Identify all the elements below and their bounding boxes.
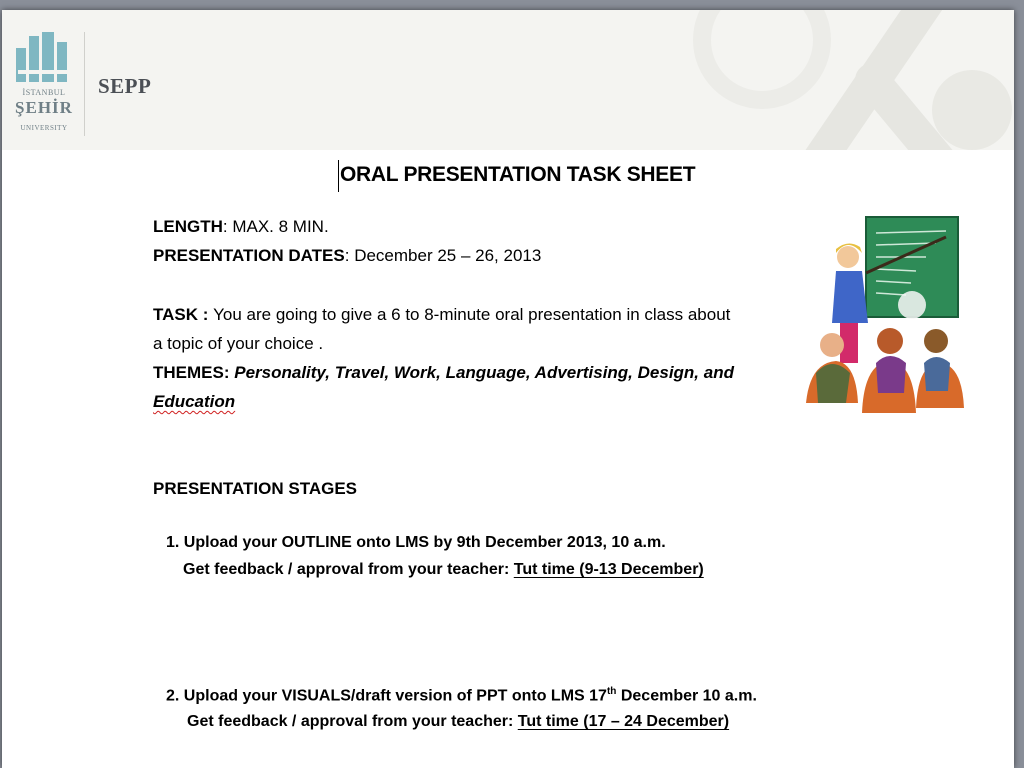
task-text-1: You are going to give a 6 to 8-minute oral presentation in class about — [213, 305, 731, 324]
stage-1-line-1: 1. Upload your OUTLINE onto LMS by 9th December 2013, 10 a.m. — [166, 534, 666, 551]
stage-2-line-2 — [187, 713, 729, 731]
logo-name-text: ŞEHİR — [15, 98, 73, 117]
watermark-graphic — [642, 10, 1014, 150]
themes-text-2: Education — [153, 392, 236, 411]
logo-building-icon — [12, 30, 76, 86]
teacher-body — [832, 271, 868, 323]
task-text-2: a topic of your choice . — [153, 334, 324, 353]
program-name: SEPP — [98, 74, 152, 98]
stage-1-line-2 — [183, 561, 704, 579]
stage-1-tut-time: Tut time (9-13 December) — [513, 561, 704, 578]
document-title: ORAL PRESENTATION TASK SHEET — [340, 163, 696, 186]
dates-line — [153, 246, 541, 266]
document-page — [2, 10, 1014, 768]
university-logo — [12, 30, 76, 150]
header-divider — [84, 32, 85, 136]
stage-1-feedback-text: Get feedback / approval from your teacher: — [183, 561, 514, 578]
stage-2-line-1 — [166, 686, 757, 705]
stages-heading: PRESENTATION STAGES — [153, 479, 358, 498]
length-label: LENGTH — [153, 217, 223, 236]
stage-2-deadline-text: December 10 a.m. — [616, 687, 757, 705]
task-line-1 — [153, 305, 730, 325]
themes-line-2 — [153, 392, 235, 412]
classroom-clipart — [806, 213, 966, 423]
text-cursor — [338, 160, 339, 192]
themes-text-1: Personality, Travel, Work, Language, Advertising, Design, and — [234, 363, 734, 382]
dates-label: PRESENTATION DATES — [153, 246, 345, 265]
teacher-head — [837, 246, 859, 268]
themes-line-1 — [153, 363, 734, 383]
stage-2-feedback-text: Get feedback / approval from your teacher: — [187, 713, 518, 730]
page-header — [2, 10, 1014, 150]
dates-separator: : — [344, 246, 355, 265]
logo-university-text: UNIVERSITY — [20, 124, 68, 132]
length-line — [153, 217, 329, 237]
stage-2-superscript: th — [606, 686, 617, 697]
stage-2-upload-text: 2. Upload your VISUALS/draft version of PPT onto LMS 17 — [166, 687, 607, 705]
task-label: TASK : — [153, 305, 214, 324]
dates-value: December 25 – 26, 2013 — [354, 246, 542, 265]
stage-2-tut-time: Tut time (17 – 24 December) — [517, 713, 730, 730]
length-value: : MAX. 8 MIN. — [222, 217, 329, 236]
themes-label: THEMES: — [153, 363, 235, 382]
task-line-2 — [153, 334, 323, 354]
logo-city-text: İSTANBUL — [22, 88, 66, 97]
